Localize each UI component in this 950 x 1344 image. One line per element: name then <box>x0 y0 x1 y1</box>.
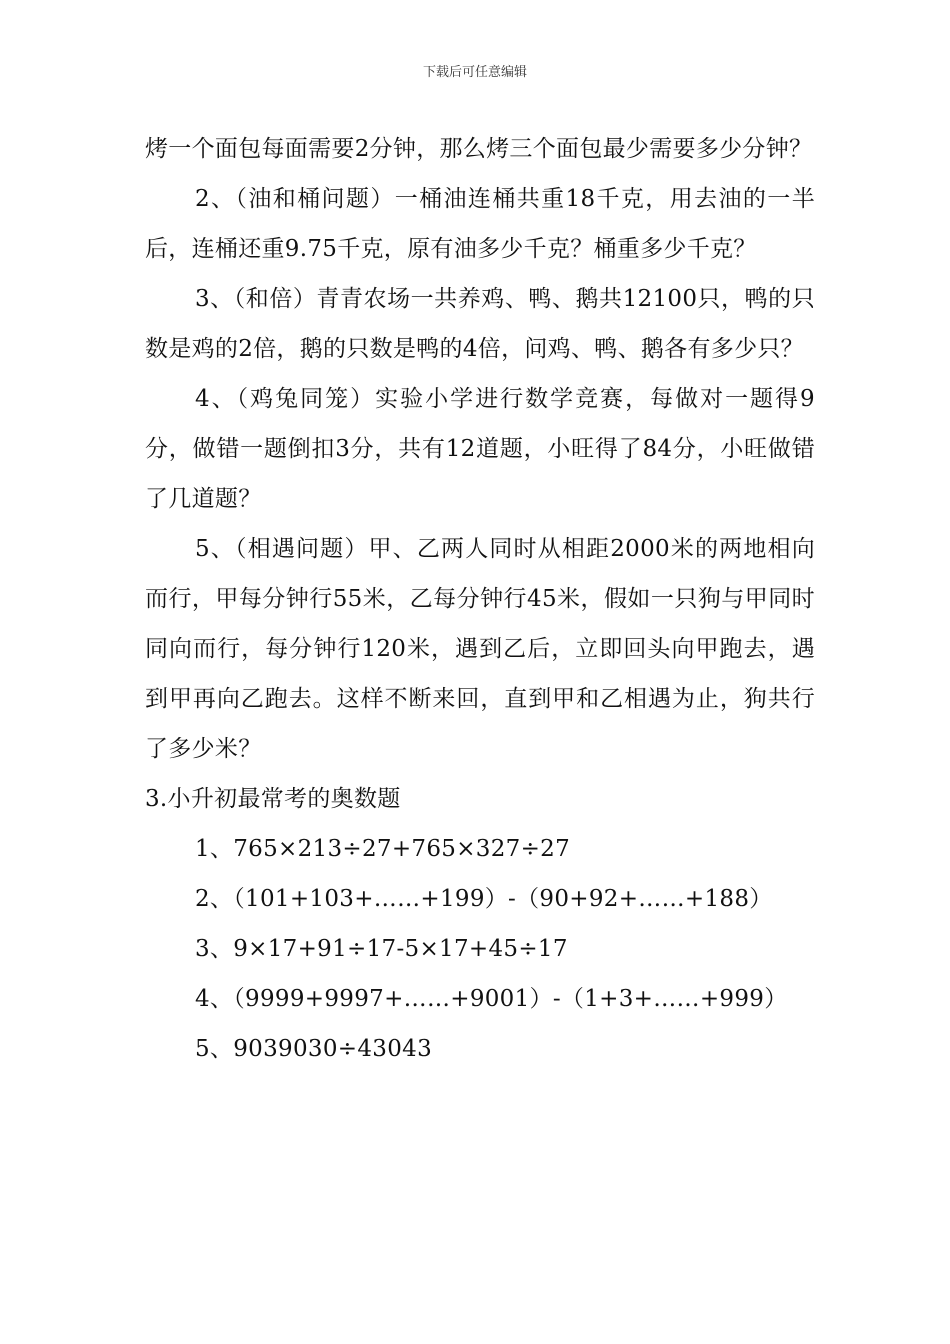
problem-3-sum-multiple: 3、（和倍）青青农场一共养鸡、鸭、鹅共12100只，鸭的只数是鸡的2倍，鹅的只数是鸭的4倍，问鸡、鸭、鹅各有多少只？ <box>145 286 815 362</box>
section-heading: 3.小升初最常考的奥数题 <box>145 786 401 812</box>
problem-4-chicken-rabbit: 4、（鸡兔同笼）实验小学进行数学竞赛，每做对一题得9分，做错一题倒扣3分，共有12道题，小旺得了84分，小旺做错了几道题？ <box>145 386 815 512</box>
problem-5-meeting: 5、（相遇问题）甲、乙两人同时从相距2000米的两地相向而行，甲每分钟行55米，乙每分钟行45米，假如一只狗与甲同时同向而行，每分钟行120米，遇到乙后，立即回头向甲跑去，遇到甲再向乙跑去。这样不断来回，直到甲和乙相遇为止，狗共行了多少米？ <box>145 536 815 762</box>
equation-2: 2、（101+103+……+199）-（90+92+……+188） <box>195 886 773 912</box>
equation-3: 3、9×17+91÷17-5×17+45÷17 <box>195 936 568 962</box>
equation-1: 1、765×213÷27+765×327÷27 <box>195 836 571 862</box>
problem-2-oil-bucket: 2、（油和桶问题）一桶油连桶共重18千克，用去油的一半后，连桶还重9.75千克，原有油多少千克？桶重多少千克？ <box>145 186 815 262</box>
equation-4: 4、（9999+9997+……+9001）-（1+3+……+999） <box>195 986 788 1012</box>
problem-1-continued: 烤一个面包每面需要2分钟，那么烤三个面包最少需要多少分钟？ <box>145 136 813 162</box>
page-header-note: 下载后可任意编辑 <box>422 65 527 80</box>
document-body <box>145 124 815 1074</box>
equation-5: 5、9039030÷43043 <box>195 1036 433 1062</box>
